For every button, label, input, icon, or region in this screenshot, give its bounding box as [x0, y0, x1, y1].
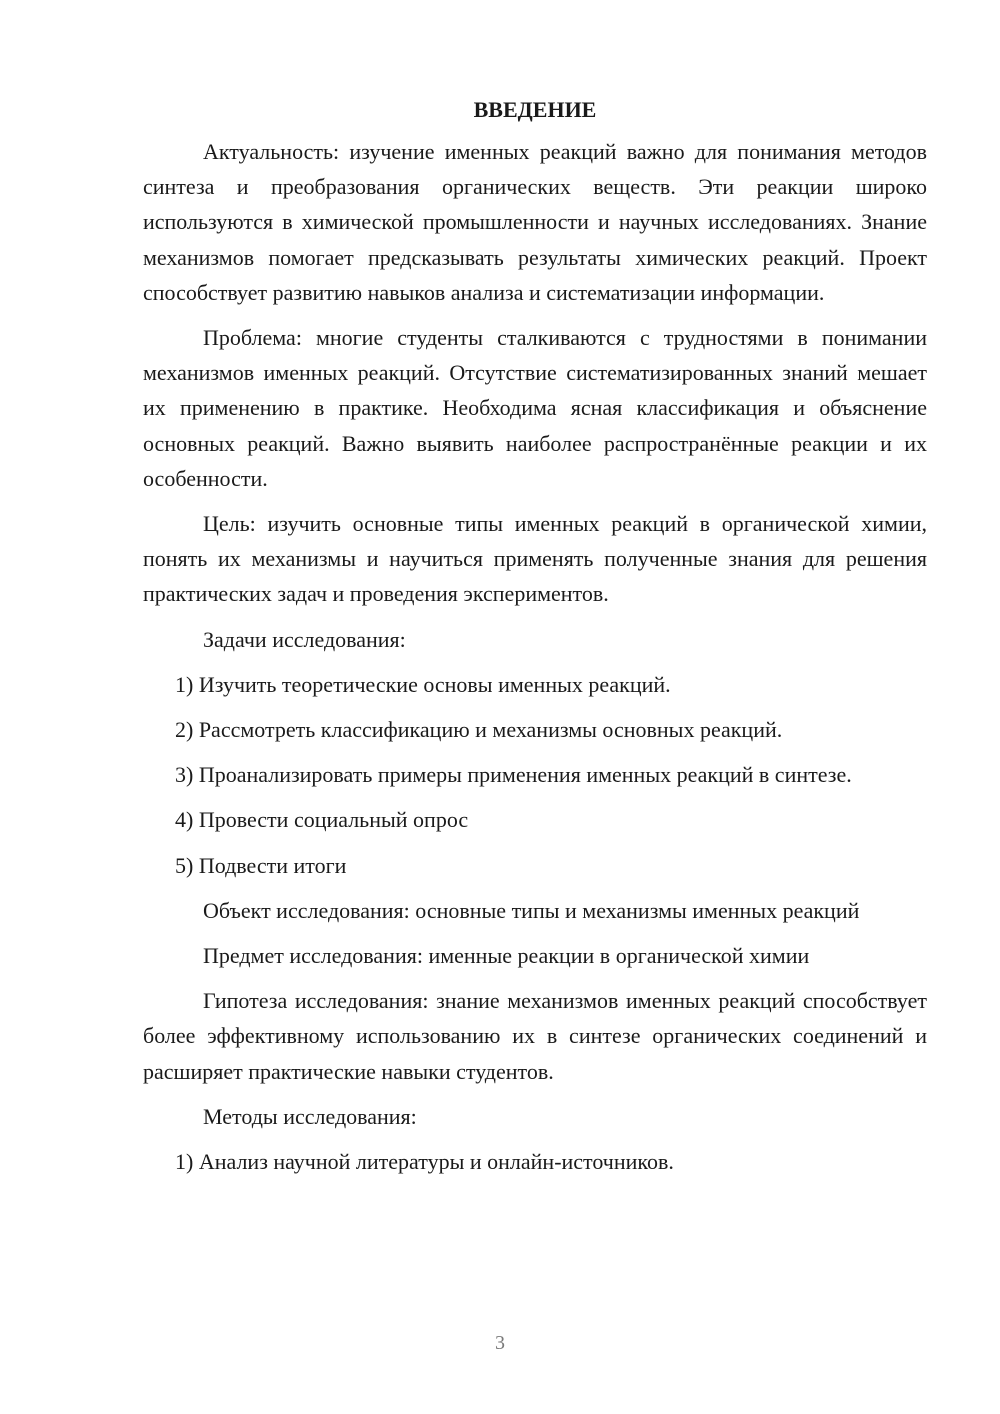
document-page [143, 92, 927, 1189]
object-paragraph: Объект исследования: основные типы и механизмы именных реакций [203, 897, 860, 923]
task-item: 4) Провести социальный опрос [175, 807, 469, 833]
tasks-heading: Задачи исследования: [203, 626, 406, 652]
task-item: 3) Проанализировать примеры применения именных реакций в синтезе. [175, 762, 852, 788]
problem-paragraph: Проблема: многие студенты сталкиваются с трудностями в понимании механизмов именных реакций. Отсутствие систематизированных знаний мешает их применению в практике. Необходима ясная классификация и объяснение основных реакций. Важно выявить наиболее распространённые реакции и их особенности. [143, 325, 927, 491]
hypothesis-paragraph: Гипотеза исследования: знание механизмов именных реакций способствует более эффективному использованию их в синтезе органических соединений и расширяет практические навыки студентов. [143, 988, 927, 1084]
subject-paragraph: Предмет исследования: именные реакции в органической химии [203, 943, 810, 969]
section-heading: ВВЕДЕНИЕ [473, 97, 597, 122]
relevance-paragraph: Актуальность: изучение именных реакций важно для понимания методов синтеза и преобразования органических веществ. Эти реакции широко используются в химической промышленности и научных исследованиях. Знание механизмов помогает предсказывать результаты химических реакций. Проект способствует развитию навыков анализа и систематизации информации. [143, 139, 927, 305]
page-number: 3 [495, 1332, 505, 1354]
task-item: 5) Подвести итоги [175, 852, 347, 878]
goal-paragraph: Цель: изучить основные типы именных реакций в органической химии, понять их механизмы и научиться применять полученные знания для решения практических задач и проведения экспериментов. [143, 511, 927, 607]
method-item: 1) Анализ научной литературы и онлайн-источников. [175, 1149, 674, 1175]
task-item: 1) Изучить теоретические основы именных реакций. [175, 671, 671, 697]
methods-heading: Методы исследования: [203, 1103, 417, 1129]
task-item: 2) Рассмотреть классификацию и механизмы основных реакций. [175, 717, 783, 743]
